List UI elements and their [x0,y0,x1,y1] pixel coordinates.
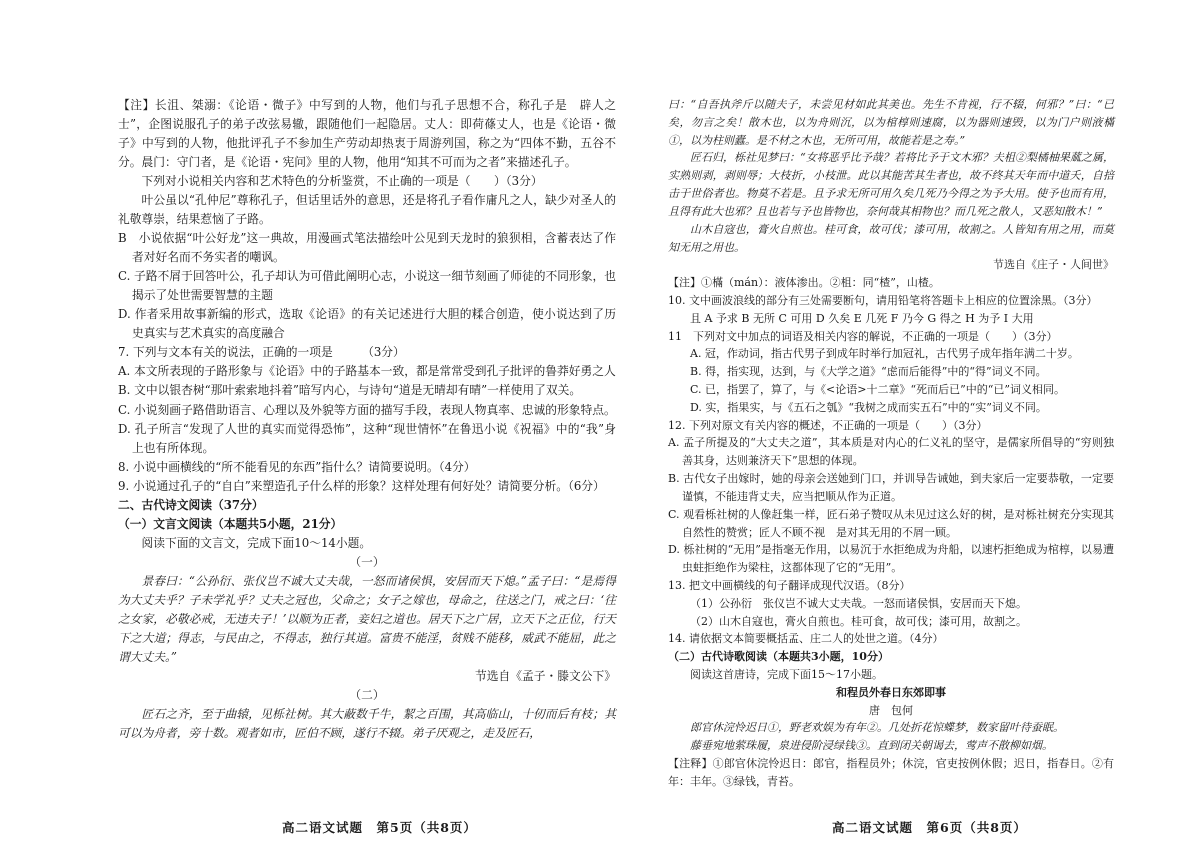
question-10-sentence: 且 A 予求 B 无所 C 可用 D 久矣 E 几死 F 乃今 G 得之 H 为予 I 大用 [690,311,1034,325]
passage-2: 匠石之齐，至于曲辕，见栎社树。其大蔽数千牛，絜之百围，其高临山，十仞而后有枝；其可以为舟者，旁十数。观者如市，匠伯不顾，遂行不辍。弟子厌观之，走及匠石， [118,707,616,741]
question-13: 13. 把文中画横线的句子翻译成现代汉语。（8分） [668,578,911,592]
left-page [118,96,616,743]
option-7d: D. 孔子所言“发现了人世的真实而觉得恐怖”，这种“现世情怀”在鲁迅小说《祝福》中的“我”身上也有所体现。 [118,421,616,455]
option-7c: C. 小说刻画子路借助语言、心理以及外貌等方面的描写手段，表现人物真率、忠诚的形象特点。 [118,402,616,417]
question-13-1: （1）公孙衍 张仪岂不诚大丈夫哉。一怒而诸侯惧，安居而天下熄。 [690,596,1027,610]
option-6c: C. 子路不屑于回答叶公，孔子却认为可借此阐明心志，小说这一细节刻画了师徒的不同形象，也揭示了处世需要智慧的主题 [118,269,616,303]
passage-2-cont2: 匠石归，栎社见梦曰：“女将恶乎比予哉？若将比予于文木邪？夫柤②梨橘柚果蓏之属，实熟则剥，剥则辱；大枝折，小枝泄。此以其能苦其生者也，故不终其天年而中道夭，自掊击于世俗者也。物莫不若是。且予求无所可用久矣几死乃今得之为予大用。使予也而有用，且得有此大也邪？且也若与予也皆物也，奈何哉其相物也？而几死之散人，又恶知散木！” [668,151,1114,218]
left-footer: 高二语文试题 第5页（共8页） [282,820,477,835]
option-11b: B. 得，指实现，达到，与《大学之道》“虑而后能得”中的“得”词义不同。 [690,365,1047,379]
passage-1: 景春曰：“公孙衍、张仪岂不诚大丈夫哉，一怒而诸侯惧，安居而天下熄。”孟子曰：“是焉得为大丈夫乎？子未学礼乎？丈夫之冠也，父命之；女子之嫁也，母命之，往送之门，戒之曰：‘往之女家，必敬必戒，无违夫子！’以顺为正者，妾妇之道也。居天下之广居，立天下之正位，行天下之大道；得志，与民由之，不得志，独行其道。富贵不能淫，贫贱不能移，威武不能屈，此之谓大丈夫。” [118,573,616,664]
question-13-2: （2）山木自寇也，膏火自煎也。桂可食，故可伐；漆可用，故割之。 [690,614,1027,628]
option-6d: D. 作者采用故事新编的形式，选取《论语》的有关记述进行大胆的糅合创造，使小说达到了历史真实与艺术真实的高度融合 [118,307,616,341]
option-12c: C. 观看栎社树的人像赶集一样，匠石弟子赞叹从未见过这么好的树，是对栎社树充分实现其自然性的赞赏；匠人不顾不视 是对其无用的不屑一顾。 [668,507,1114,539]
passage-2-cont: 曰：“自吾执斧斤以随夫子，未尝见材如此其美也。先生不肯视，行不辍，何邪？”曰：“已矣，勿言之矣！散木也，以为舟则沉，以为棺椁则速腐，以为器则速毁，以为门户则液樠①，以为柱则蠹。是不材之木也，无所可用，故能若是之寿。” [668,98,1114,147]
poem-title: 和程员外春日东郊即事 [836,685,946,699]
option-11d: D. 实，指果实，与《五石之瓠》“我树之成而实五石”中的“实”词义不同。 [690,400,1047,414]
note: 【注】长沮、桀溺：《论语・微子》中写到的人物，他们与孔子思想不合，称孔子是 辟人之士”，企图说服孔子的弟子改弦易辙，跟随他们一起隐居。丈人：即荷蓧丈人，也是《论语・微子》中写到的人物，他批评孔子不参加生产劳动却热衷于周游列国，称之为“四体不勤，五谷不分。晨门：守门者，是《论语・宪问》里的人物，他用“知其不可而为之者”来描述孔子。 [118,98,616,170]
option-12b: B. 古代女子出嫁时，她的母亲会送她到门口，并训导告诫她，到夫家后一定要恭敬，一定要谨慎，不能违背丈夫，应当把顺从作为正道。 [668,472,1114,503]
poem-line-1: 郎官休浣怜迟日①，野老欢娱为有年②。几处折花惊蝶梦，数家留叶待蚕眠。 [690,721,1064,735]
section-2-heading: 二、古代诗文阅读（37分） [118,497,264,512]
source-2: 节选自《庄子・人间世》 [993,258,1114,272]
question-6: 下列对小说相关内容和艺术特色的分析鉴赏，不止确的一项是（ ）（3分） [141,174,543,189]
question-7: 7. 下列与文本有关的说法，正确的一项是 （3分） [118,345,405,360]
instruction: 阅读下面的文言文，完成下面10～14小题。 [141,535,372,550]
right-page [668,96,1114,791]
option-12d: D. 栎社树的“无用”是指毫无作用，以易沉于水拒绝成为舟船，以速朽拒绝成为棺椁，以易遭虫蛀拒绝作为梁柱，这都体现了它的“无用”。 [668,543,1114,575]
poem-line-2: 藤垂宛地萦珠履，泉进侵阶浸绿钱③。直到闭关朝谒去，莺声不散柳如烟。 [690,739,1053,753]
option-12a: A. 孟子所提及的“大丈夫之道”，其本质是对内心的仁义礼的坚守，是儒家所倡导的“穷则独善其身，达则兼济天下”思想的体现。 [668,436,1114,468]
poem-note: 【注释】①郎官休浣怜迟日：郎官，指程员外；休浣，官吏按例休假；迟日，指春日。②有年：丰年。③绿钱，青苔。 [668,757,1114,788]
passage-2-cont3: 山木自寇也，膏火自煎也。桂可食，故可伐；漆可用，故割之。人皆知有用之用，而莫知无用之用也。 [668,222,1114,254]
instruction-2: 阅读这首唐诗，完成下面15～17小题。 [690,668,883,681]
question-14: 14. 请依据文本简要概括孟、庄二人的处世之道。（4分） [668,632,944,646]
question-12: 12. 下列对原文有关内容的概述，不正确的一项是（ ）（3分） [668,418,988,432]
option-11c: C. 已，指罢了，算了，与《<论语>十二章》“死而后已”中的“已”词义相同。 [690,383,1065,396]
option-6b: B 小说依据“叶公好龙”这一典故，用漫画式笔法描绘叶公见到天龙时的狼狈相，含蓄表达了作者对好名而不务实者的嘲讽。 [118,231,616,265]
subsection-2-heading: （二）古代诗歌阅读（本题共3小题，10分） [668,650,889,664]
subsection-1-heading: （一）文言文阅读（本题共5小题，21分） [118,516,343,531]
question-9: 9. 小说通过孔子的“自白”来塑造孔子什么样的形象？这样处理有何好处？请简要分析。（6分） [118,478,605,493]
poem-author: 唐 包何 [869,703,913,717]
option-7b: B. 文中以银杏树“那叶索索地抖着”暗写内心，与诗句“道是无晴却有晴”一样使用了双关。 [118,383,582,398]
note-2: 【注】①樠（mán）：液体渗出。②柤：同“楂”，山楂。 [668,276,940,290]
option-7a: A. 本文所表现的子路形象与《论语》中的子路基本一致，都是常常受到孔子批评的鲁莽好勇之人 [118,364,616,379]
right-footer: 高二语文试题 第6页（共8页） [832,820,1027,835]
part-2-heading: （二） [349,687,385,702]
question-11: 11 下列对文中加点的词语及相关内容的解说，不正确的一项是（ ）（3分） [668,329,1058,343]
question-10: 10. 文中画波浪线的部分有三处需要断句，请用铅笔将答题卡上相应的位置涂黑。（3分） [668,293,1098,307]
part-1-heading: （一） [349,554,385,569]
option-6a: 叶公虽以“孔仲尼”尊称孔子，但话里话外的意思，还是将孔子看作庸凡之人，缺少对圣人的礼敬尊崇，结果惹恼了子路。 [118,193,616,227]
question-8: 8. 小说中画横线的“所不能看见的东西”指什么？请简要说明。（4分） [118,459,476,474]
source-1: 节选自《孟子・滕文公下》 [475,668,616,683]
option-11a: A. 冠，作动词，指古代男子到成年时举行加冠礼，古代男子成年指年满二十岁。 [690,347,1079,361]
